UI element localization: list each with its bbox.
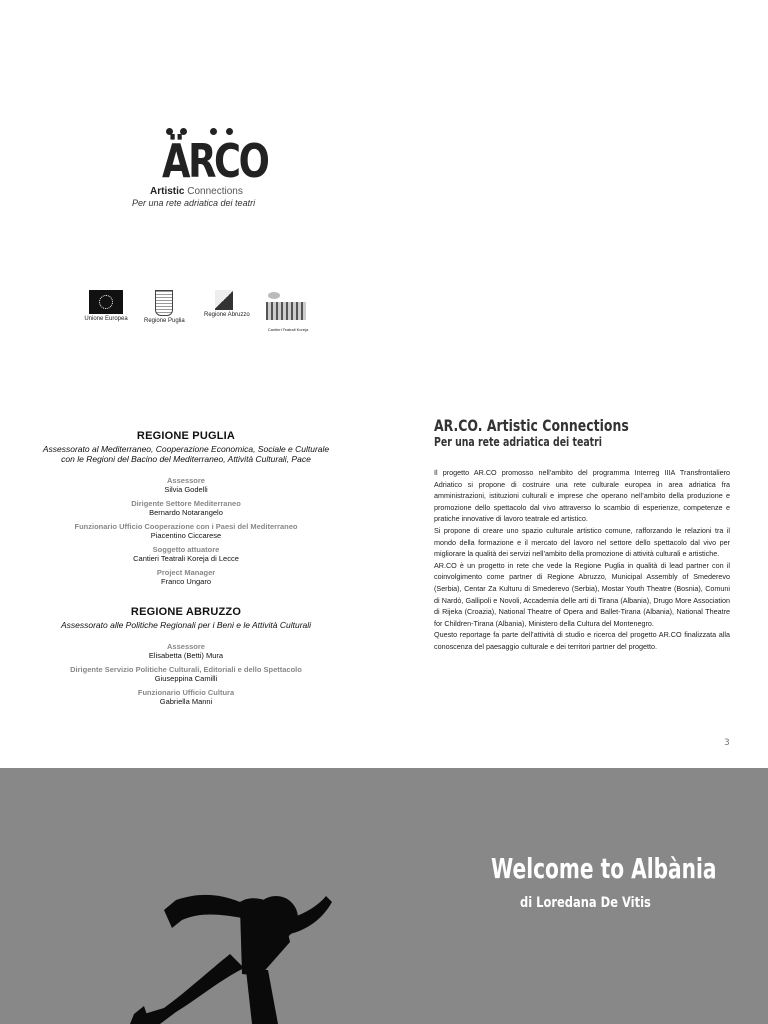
staff-role: Assessore: [167, 642, 205, 651]
abruzzo-caption: Regione Abruzzo: [204, 312, 250, 318]
eu-flag-icon: [89, 290, 123, 314]
eu-logo: [76, 290, 136, 323]
article-subtitle: Per una rete adriatica dei teatri: [434, 435, 602, 449]
article-column: [434, 416, 730, 653]
staff-list: [36, 642, 336, 706]
abruzzo-section: [36, 606, 336, 706]
staff-name: Piacentino Ciccarese: [150, 531, 222, 540]
staff-role: Project Manager: [156, 568, 216, 577]
region-title: REGIONE ABRUZZO: [130, 606, 242, 618]
staff-role: Dirigente Settore Mediterraneo: [131, 499, 241, 508]
region-title: REGIONE PUGLIA: [136, 430, 236, 442]
logo-tagline: Artistic Connections: [150, 186, 243, 197]
arco-logo: [130, 128, 270, 210]
cantieri-logo: [260, 290, 316, 333]
credits-column: [36, 430, 336, 706]
logo-subtagline: Per una rete adriatica dei teatri: [132, 198, 256, 208]
eu-caption: Unione Europea: [84, 316, 128, 322]
staff-role: Dirigente Servizio Politiche Culturali, Editoriali e dello Spettacolo: [70, 665, 302, 674]
staff-name: Bernardo Notarangelo: [149, 508, 223, 517]
article-paragraph: AR.CO è un progetto in rete che vede la Regione Puglia in qualità di lead partner con il coinvolgimento come partner di Regione Abruzzo, Municipal Assembly of Smederevo (Serbia), Centar Za Kulturu di Smederevo (Serbia), Mostar Youth Theatre (Bosnia), Comuni di Nardò, Gallipoli e Novoli, Accademia delle arti di Tirana (Albania), Drugo More Association di Rijeka (Croazia), National Theatre of Opera and Ballet-Tirana (Albania), National Theatre for Children-Tirana (Albania), Ministero della Cultura del Montenegro.: [434, 560, 730, 628]
article-paragraph: Il progetto AR.CO promosso nell’ambito del programma Interreg IIIA Transfrontaliero Adriatico si propone di costruire una rete culturale europea in area adriatica fra amministrazioni, istituzioni culturali e imprese che operano nell’ambito della produzione e promozione dello spettacolo dal vivo attraverso lo scambio di esperienze, competenze e pratiche innovative di lavoro teatrale ed artistico.: [434, 468, 730, 524]
chapter-banner: [0, 768, 768, 1024]
puglia-shield-icon: [155, 290, 173, 316]
region-description: Assessorato al Mediterraneo, Cooperazione Economica, Sociale e Culturale con le Regioni del Bacino del Mediterraneo, Attività Culturali, Pace: [42, 444, 330, 464]
staff-name: Giuseppina Camilli: [154, 674, 218, 683]
theatre-emblem-icon: [264, 290, 312, 324]
staff-role: Funzionario Ufficio Cooperazione con i Paesi del Mediterraneo: [74, 522, 298, 531]
sponsor-logos: [76, 290, 326, 340]
article-paragraph: Si propone di creare uno spazio culturale artistico comune, rafforzando le relazioni tra il mondo della formazione e il mercato del lavoro nel settore dello spettacolo dal vivo per migliorare la qualità dei servizi nell’ambito della promozione di attività culturali e artistiche.: [434, 525, 730, 559]
staff-name: Gabriella Manni: [159, 697, 213, 706]
abruzzo-logo: [204, 290, 250, 319]
puglia-section: [36, 430, 336, 586]
staff-list: [36, 476, 336, 586]
chapter-author: di Loredana De Vitis: [520, 895, 651, 911]
cantieri-caption: Cantieri Teatrali Koreja: [267, 327, 309, 332]
article-body: [434, 467, 730, 653]
staff-role: Assessore: [167, 476, 205, 485]
staff-role: Funzionario Ufficio Cultura: [137, 688, 235, 697]
staff-name: Cantieri Teatrali Koreja di Lecce: [133, 554, 239, 563]
puglia-logo: [144, 290, 184, 325]
staff-name: Silvia Godelli: [164, 485, 208, 494]
running-figure-icon: [120, 830, 340, 1024]
article-paragraph: Questo reportage fa parte dell’attività di studio e ricerca del progetto AR.CO finalizzata alla conoscenza del paesaggio culturale e dei territori partner del progetto.: [434, 630, 730, 651]
staff-role: Soggetto attuatore: [152, 545, 220, 554]
page-number: 3: [724, 738, 730, 748]
staff-name: Franco Ungaro: [160, 577, 212, 586]
staff-name: Elisabetta (Betti) Mura: [148, 651, 224, 660]
region-description: Assessorato alle Politiche Regionali per i Beni e le Attività Culturali: [60, 620, 312, 630]
abruzzo-emblem-icon: [215, 290, 233, 310]
chapter-title: Welcome to Albània: [491, 852, 717, 885]
puglia-caption: Regione Puglia: [144, 318, 185, 324]
logo-wordmark: ÄRCO: [162, 134, 268, 188]
article-title: AR.CO. Artistic Connections: [434, 416, 629, 435]
